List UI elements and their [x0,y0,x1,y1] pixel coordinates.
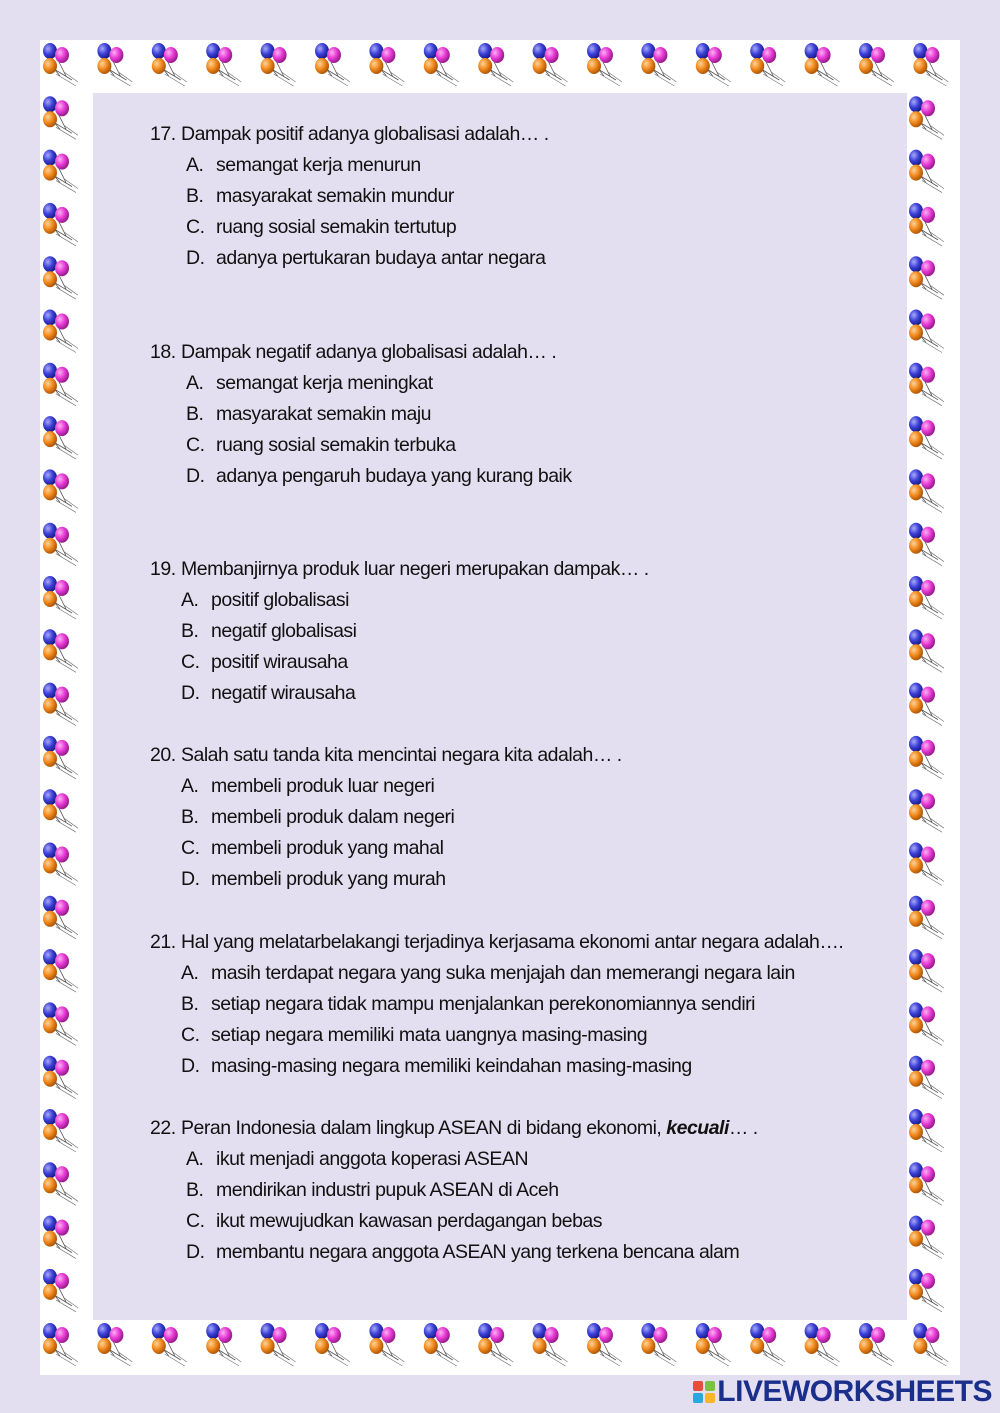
balloon-icon [909,629,944,672]
balloon-icon [909,1269,944,1312]
question-text: Dampak positif adanya globalisasi adalah… . [181,123,549,145]
question-19 [150,557,649,705]
question-text: Salah satu tanda kita mencintai negara kita adalah… . [181,744,622,766]
option-b[interactable]: B. membeli produk dalam negeri [181,806,455,828]
liveworksheets-logo-icon [693,1381,715,1403]
question-text: Membanjirnya produk luar negeri merupakan dampak… . [181,558,649,580]
balloon-icon [909,416,944,459]
balloon-icon [97,1323,132,1366]
balloon-icon [43,43,78,86]
question-stem [150,340,572,364]
question-text: Dampak negatif adanya globalisasi adalah… . [181,341,557,363]
option-c[interactable]: C. membeli produk yang mahal [181,837,444,859]
question-text: Hal yang melatarbelakangi terjadinya kerjasama ekonomi antar negara adalah…. [181,931,844,953]
balloon-icon [805,1323,840,1366]
question-number: 19. [150,558,176,580]
balloon-icon [43,310,78,353]
balloon-icon [315,1323,350,1366]
question-number: 21. [150,931,176,953]
balloon-icon [261,1323,296,1366]
question-21 [150,930,843,1078]
balloon-icon [43,416,78,459]
option-d[interactable]: D. masing-masing negara memiliki keindahan masing-masing [181,1055,692,1077]
balloon-icon [43,523,78,566]
balloon-icon [587,1323,622,1366]
balloon-icon [43,949,78,992]
balloon-icon [43,843,78,886]
balloon-icon [43,1323,78,1366]
option-a[interactable]: A. masih terdapat negara yang suka menjajah dan memerangi negara lain [181,962,795,984]
balloon-icon [909,203,944,246]
question-number: 18. [150,341,176,363]
question-stem [150,743,622,767]
balloon-icon [43,1269,78,1312]
balloon-icon [750,43,785,86]
option-b[interactable]: B. negatif globalisasi [181,620,357,642]
balloon-icon [152,43,187,86]
option-d[interactable]: D. negatif wirausaha [181,682,356,704]
balloon-icon [533,1323,568,1366]
balloon-icon [909,736,944,779]
balloon-icon [909,1162,944,1205]
option-c[interactable]: C. positif wirausaha [181,651,348,673]
balloon-icon [43,203,78,246]
balloon-icon [533,43,568,86]
balloon-icon [909,576,944,619]
balloon-icon [478,1323,513,1366]
question-stem [150,930,843,954]
balloon-icon [909,310,944,353]
question-text: Peran Indonesia dalam lingkup ASEAN di bidang ekonomi, [181,1117,667,1139]
option-b[interactable]: B. masyarakat semakin maju [186,403,431,425]
option-d[interactable]: D. adanya pengaruh budaya yang kurang baik [186,465,572,487]
balloon-icon [909,150,944,193]
balloon-icon [43,1002,78,1045]
brand-name: LIVEWORKSHEETS [717,1375,992,1408]
balloon-icon [909,1109,944,1152]
option-c[interactable]: C. ruang sosial semakin terbuka [186,434,456,456]
balloon-icon [859,1323,894,1366]
balloon-icon [369,43,404,86]
question-stem [150,1116,758,1140]
option-c[interactable]: C. setiap negara memiliki mata uangnya masing-masing [181,1024,648,1046]
balloon-icon [909,843,944,886]
balloon-icon [43,629,78,672]
balloon-icon [909,896,944,939]
question-emphasis: kecuali [666,1117,729,1139]
balloon-icon [750,1323,785,1366]
balloon-icon [478,43,513,86]
balloon-icon [909,256,944,299]
balloon-icon [152,1323,187,1366]
balloon-icon [424,1323,459,1366]
balloon-icon [43,256,78,299]
balloon-icon [43,789,78,832]
balloon-icon [641,1323,676,1366]
balloon-icon [43,469,78,512]
question-stem [150,122,549,146]
balloon-icon [909,96,944,139]
balloon-icon [909,949,944,992]
option-d[interactable]: D. membantu negara anggota ASEAN yang terkena bencana alam [186,1241,740,1263]
option-a[interactable]: A. ikut menjadi anggota koperasi ASEAN [186,1148,529,1170]
balloon-icon [909,469,944,512]
question-17 [150,122,549,270]
balloon-icon [206,43,241,86]
option-a[interactable]: A. positif globalisasi [181,589,349,611]
question-18 [150,340,572,488]
option-a[interactable]: A. semangat kerja menurun [186,154,421,176]
balloon-icon [696,43,731,86]
question-22 [150,1116,758,1264]
balloon-icon [43,576,78,619]
balloon-icon [909,363,944,406]
option-b[interactable]: B. mendirikan industri pupuk ASEAN di Aceh [186,1179,559,1201]
balloon-icon [43,1162,78,1205]
balloon-icon [909,523,944,566]
balloon-icon [369,1323,404,1366]
balloon-icon [909,1216,944,1259]
balloon-icon [43,1056,78,1099]
option-d[interactable]: D. adanya pertukaran budaya antar negara [186,247,546,269]
option-c[interactable]: C. ikut mewujudkan kawasan perdagangan bebas [186,1210,603,1232]
question-stem [150,557,649,581]
balloon-icon [43,896,78,939]
balloon-icon [43,1216,78,1259]
option-b[interactable]: B. masyarakat semakin mundur [186,185,454,207]
balloon-icon [43,736,78,779]
balloon-icon [696,1323,731,1366]
balloon-icon [424,43,459,86]
question-text-end: … . [728,1117,758,1139]
question-number: 17. [150,123,176,145]
question-number: 20. [150,744,176,766]
balloon-icon [43,150,78,193]
balloon-icon [909,683,944,726]
balloon-icon [206,1323,241,1366]
option-b[interactable]: B. setiap negara tidak mampu menjalankan perekonomiannya sendiri [181,993,756,1015]
option-c[interactable]: C. ruang sosial semakin tertutup [186,216,457,238]
balloon-icon [43,683,78,726]
balloon-icon [859,43,894,86]
balloon-icon [587,43,622,86]
balloon-icon [43,96,78,139]
balloon-icon [315,43,350,86]
balloon-icon [913,1323,948,1366]
balloon-icon [909,789,944,832]
option-d[interactable]: D. membeli produk yang murah [181,868,446,890]
option-a[interactable]: A. semangat kerja meningkat [186,372,433,394]
balloon-icon [641,43,676,86]
balloon-icon [43,363,78,406]
question-20 [150,743,622,891]
balloon-icon [909,1056,944,1099]
balloon-icon [97,43,132,86]
balloon-icon [909,1002,944,1045]
balloon-icon [43,1109,78,1152]
balloon-icon [261,43,296,86]
balloon-icon [913,43,948,86]
balloon-icon [805,43,840,86]
option-a[interactable]: A. membeli produk luar negeri [181,775,435,797]
liveworksheets-footer[interactable] [693,1376,992,1408]
question-number: 22. [150,1117,176,1139]
